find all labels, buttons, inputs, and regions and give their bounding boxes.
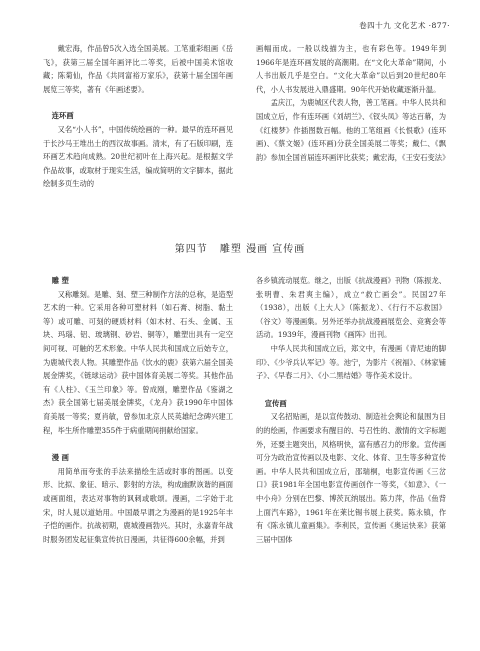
paragraph: 又名“小人书”，中国传统绘画的一种。最早的连环画见于长沙马王堆出土的西汉故事画。清末，有了石版印刷，连环画艺术趋向成熟。20世纪初叶在上海兴起。是根据文学作品故事，或取材于现实生活，编成简明的文字脚本，据此绘制多页生动的 [43,124,233,189]
paragraph: 孟庆江，为鹿城区代表人物，善工笔画。中华人民共和国成立后，作有连环画《刘胡兰》、《钗头凤》等达百幕，为《红楼梦》作插图数百幅。他的工笔组画《长恨歌》(连环画)、《蔡文姬》(连环画)分获全国美展二等奖；戴仁、《飘韵》参加全国首届连环画评比获奖；戴宏海，《王安石变法》 [256,98,450,162]
section-title [0,240,480,255]
bottom-right-column [256,274,446,546]
paragraph: 各乡镇流动展览。继之，出版《抗战漫画》刊物（陈振龙、张明曹、朱君爽主编），成立“救亡画会”。民国27年（1938），出版《上大人》（陈振龙）、《行行不忘救国》（谷文）等漫画集。另外还举办抗战漫画展览会、竞赛会等活动。1939年，漫画刊物《画阵》出刊。 [256,276,446,340]
top-left-column [43,42,233,191]
subheading-sculpture: 雕 塑 [51,276,69,285]
running-header: 卷四十九 文化艺术 ·877· [359,21,450,30]
subheading-poster: 宣传画 [264,398,287,408]
paragraph: 画幅而成。一般以线描为主，也有彩色等。1949年到1966年是连环画发展的高潮期。在“文化大革命”期间，小人书出版几乎是空白。“文化大革命”以后到20世纪80年代，小人书发展进入鼎盛期。90年代开始收藏逐渐升温。 [256,44,446,94]
paragraph: 中华人民共和国成立后，郑文中，有漫画《青尼迪的脚印》、《少爷兵认军记》等。池宁，为影片《祝福》、《林家铺子》、《早春二月》、《小二黑结婚》等作美术设计。 [256,343,446,381]
section-number: 第四节 [174,244,208,255]
subheading-cartoon: 漫 画 [51,453,69,463]
paragraph: 又称雕刻。是雕、刻、塑三种制作方法的总称，是造型艺术的一种。它采用各种可塑材料（如石膏、树脂、黏土等）或可雕、可刻的硬质材料（如木材、石头、金属、玉块、玛瑙、铝、玻璃钢、砂岩、铜等），雕塑出具有一定空间可视、可触的艺术形象。中华人民共和国成立后始专立，为鹿城代表人物。其雕塑作品《饮水的鹿》获第六届全国美展金牌奖，《链球运动》获中国体育美展二等奖。其他作品有《人柱》、《玉兰印象》等。曾成刚，雕塑作品《鉴湖之杰》获全国第七届美展金牌奖，《龙舟》获1990年中国体育美展一等奖；夏肖敏，曾参加北京人民英雄纪念碑兴建工程，毕生所作雕塑355件于病重期间捐献给国家。 [43,289,233,435]
paragraph: 用简单而夸张的手法来描绘生活或时事的图画。以变形、比拟、象征、暗示、影射的方法，构成幽默诙谐的画面或画面组，表达对事物的讽刺或歌颂。漫画，二字始于北宋，时人晁以道始用。中国最早谓之为漫画的是1925年丰子恺的画作。抗战初期，鹿城漫画勃兴。其时，永嘉青年战时服务团发起征集宣传抗日漫画，共征得600余幅，并到 [43,466,233,544]
paragraph: 又名招贴画，是以宣传鼓动、制造社会舆论和鼠围为目的的绘画，作画要求有醒目的、号召性的、激情的文字标题外，还要主题突出，风格明快，富有感召力的形象。宣传画可分为政治宣传画以及电影、文化、体育、卫生等多种宣传画。中华人民共和国成立后，邵瑞桐，电影宣传画《三岔口》获1981年全国电影宣传画创作一等奖，《如意》、《一中小舟》分别在巴黎、博茨瓦纳展出。陈力萍，作品《鱼背上面汽车路》，1961年在莱比锡书展上获奖。陈永镇，作有《陈永镇儿童画集》。李利民，宣传画《奥运快来》获第三届中国体 [256,412,446,544]
subheading-lianhuanhua: 连环画 [51,111,74,121]
top-right-column [256,42,450,164]
bottom-left-column [43,274,233,546]
paragraph: 戴宏海，作品曾5次入选全国美展。工笔重彩组画《岳飞》，获第三届全国年画评比二等奖，后被中国美术馆收藏；陈菊仙，作品《共同富裕万家乐》，获第十届全国年画展览三等奖，著有《年画述要》。 [43,44,233,94]
section-heading: 雕塑 漫画 宣传画 [219,244,306,255]
